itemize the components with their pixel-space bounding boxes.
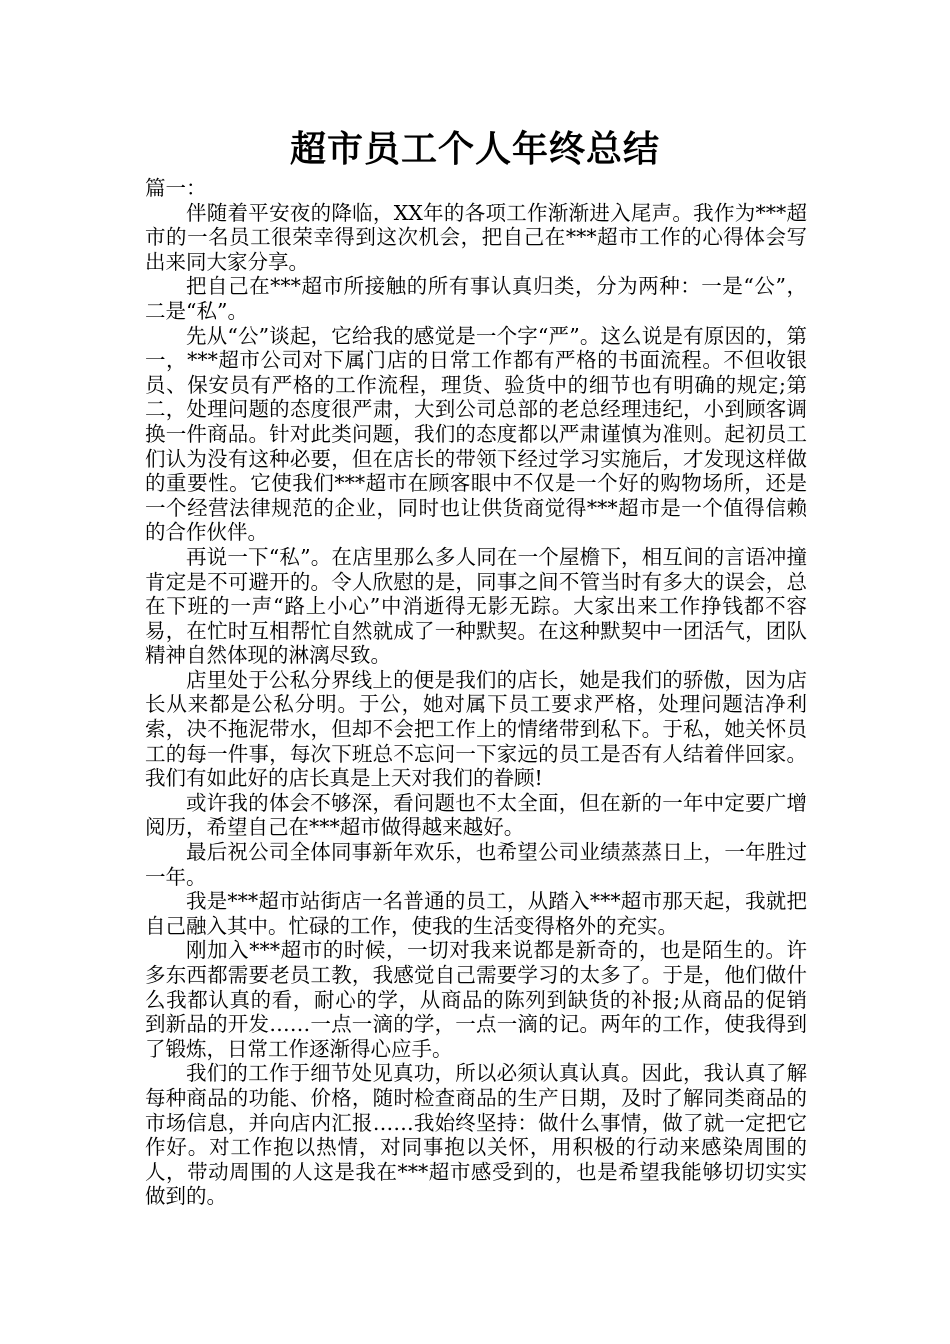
paragraph: 或许我的体会不够深，看问题也不太全面，但在新的一年中定要广增阅历，希望自己在***超市做得越来越好。 [145,790,807,840]
paragraph: 先从“公”谈起，它给我的感觉是一个字“严”。这么说是有原因的，第一，***超市公司对下属门店的日常工作都有严格的书面流程。不但收银员、保安员有严格的工作流程，理货、验货中的细节也有明确的规定;第二，处理问题的态度很严肃，大到公司总部的老总经理违纪，小到顾客调换一件商品。针对此类问题，我们的态度都以严肃谨慎为准则。起初员工们认为没有这种必要，但在店长的带领下经过学习实施后，才发现这样做的重要性。它使我们***超市在顾客眼中不仅是一个好的购物场所，还是一个经营法律规范的企业，同时也让供货商觉得***超市是一个值得信赖的合作伙伴。 [145,323,807,545]
document-title: 超市员工个人年终总结 [289,129,660,170]
section-label: 篇一： [145,176,207,200]
paragraph: 最后祝公司全体同事新年欢乐，也希望公司业绩蒸蒸日上，一年胜过一年。 [145,840,807,889]
paragraph: 刚加入***超市的时候，一切对我来说都是新奇的，也是陌生的。许多东西都需要老员工教，我感觉自己需要学习的太多了。于是，他们做什么我都认真的看，耐心的学，从商品的陈列到缺货的补报;从商品的促销到新品的开发……一点一滴的学，一点一滴的记。两年的工作，使我得到了锻炼，日常工作逐渐得心应手。 [145,938,807,1061]
paragraph: 店里处于公私分界线上的便是我们的店长，她是我们的骄傲，因为店长从来都是公私分明。于公，她对属下员工要求严格，处理问题洁净利索，决不拖泥带水，但却不会把工作上的情绪带到私下。于私，她关怀员工的每一件事，每次下班总不忘问一下家远的员工是否有人结着伴回家。我们有如此好的店长真是上天对我们的眷顾! [145,667,807,791]
paragraph: 把自己在***超市所接触的所有事认真归类，分为两种：一是“公”，二是“私”。 [145,274,807,323]
paragraph: 再说一下“私”。在店里那么多人同在一个屋檐下，相互间的言语冲撞肯定是不可避开的。令人欣慰的是，同事之间不管当时有多大的误会，总在下班的一声“路上小心”中消逝得无影无踪。大家出来工作挣钱都不容易，在忙时互相帮忙自然就成了一种默契。在这种默契中一团活气，团队精神自然体现的淋漓尽致。 [145,544,807,668]
paragraph: 我是***超市站街店一名普通的员工，从踏入***超市那天起，我就把自己融入其中。忙碌的工作，使我的生活变得格外的充实。 [145,889,807,938]
paragraph: 伴随着平安夜的降临，XX年的各项工作渐渐进入尾声。我作为***超市的一名员工很荣幸得到这次机会，把自己在***超市工作的心得体会写出来同大家分享。 [145,200,807,274]
document-body [145,176,807,1209]
paragraph: 我们的工作于细节处见真功，所以必须认真认真。因此，我认真了解每种商品的功能、价格，随时检查商品的生产日期，及时了解同类商品的市场信息，并向店内汇报……我始终坚持：做什么事情，做了就一定把它作好。对工作抱以热情，对同事抱以关怀，用积极的行动来感染周围的人，带动周围的人这是我在***超市感受到的，也是希望我能够切切实实做到的。 [145,1061,807,1209]
